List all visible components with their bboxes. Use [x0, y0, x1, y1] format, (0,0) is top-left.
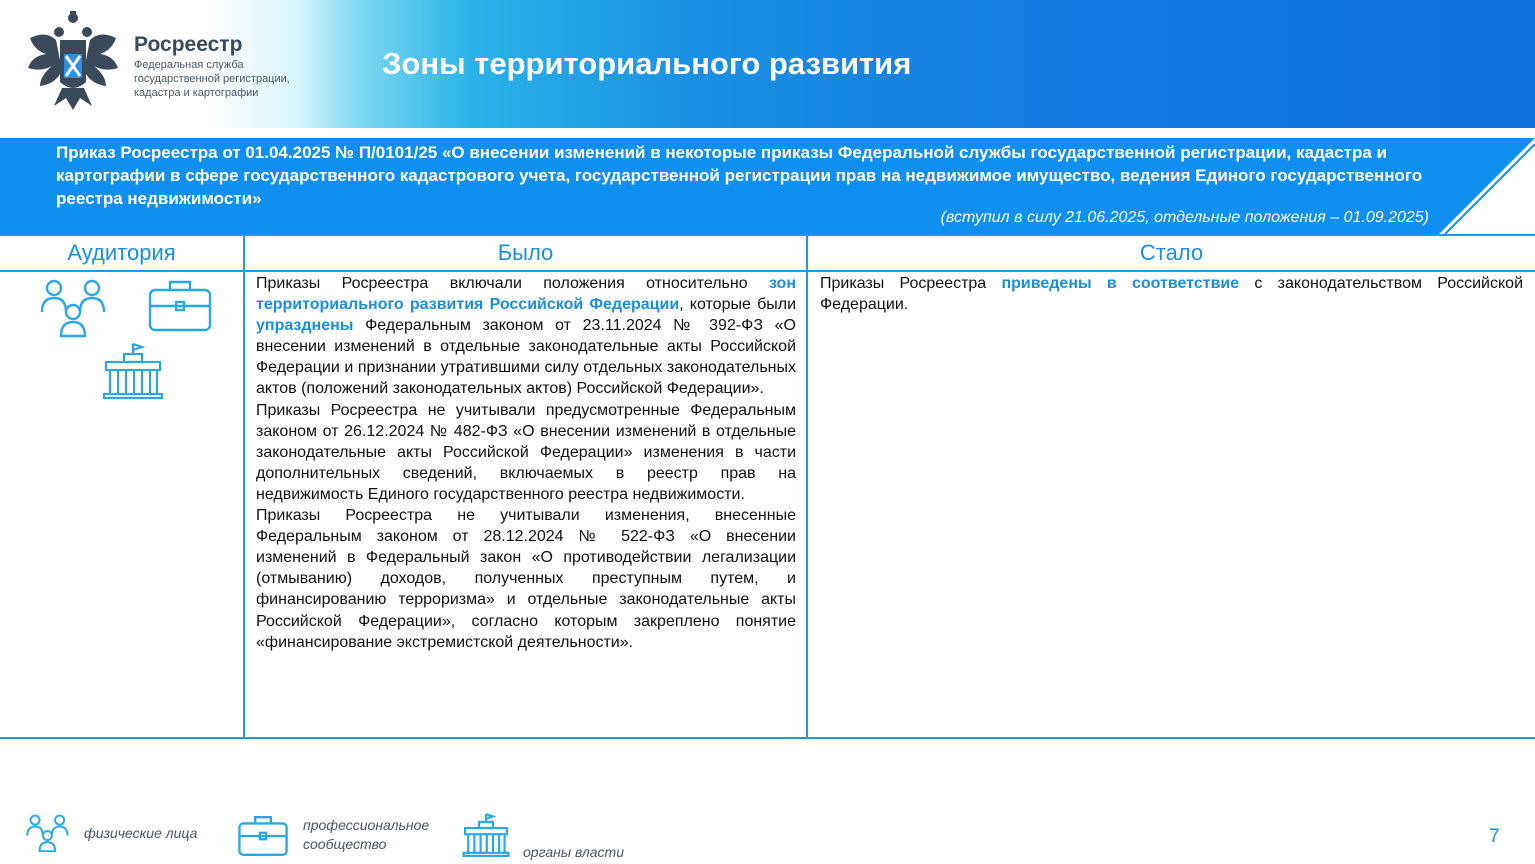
order-banner	[0, 138, 1535, 234]
was-paragraph	[256, 273, 796, 400]
people-icon	[40, 278, 108, 344]
became-highlight: приведены в соответствие	[1001, 275, 1240, 292]
was-text: , которые были	[679, 296, 797, 314]
brand-name: Росреестр	[134, 33, 243, 56]
briefcase-icon	[237, 814, 289, 858]
legend-label-authorities: органы власти	[523, 844, 624, 860]
was-cell	[256, 273, 796, 653]
became-text: Приказы Росреестра	[820, 275, 1002, 292]
was-text: Приказы Росреестра включали положения относительно	[256, 275, 769, 292]
legend-label-line: сообщество	[303, 836, 387, 852]
government-building-icon	[462, 812, 510, 858]
order-title: Приказ Росреестра от 01.04.2025 № П/0101/25 «О внесении изменений в некоторые приказы Федеральной службы государственной регистрации, кадастра и картографии в сфере государственного кадастрового учета, государственной регистрации прав на недвижимое имущество, ведения Единого государственного реестра недвижимости»	[56, 143, 1423, 208]
became-cell	[820, 273, 1523, 315]
brand-subtitle	[134, 58, 324, 100]
table-column-divider	[806, 234, 808, 739]
legend-label-line: профессиональное	[303, 817, 430, 833]
brand-subtitle-line: кадастра и картографии	[134, 87, 259, 99]
became-text: с законодательством Российской Федерации.	[820, 275, 1524, 314]
double-headed-eagle-emblem-icon	[26, 10, 120, 114]
was-highlight: зон территориального развития Российской Федерации	[256, 275, 796, 314]
header	[0, 0, 1535, 128]
legend-label-professional	[303, 816, 429, 854]
column-header-became: Стало	[1139, 240, 1204, 265]
comparison-table	[0, 234, 1535, 739]
legend-label-people: физические лица	[84, 825, 198, 841]
banner-corner-decoration	[1439, 138, 1535, 234]
column-header-audience: Аудитория	[67, 240, 176, 265]
people-icon	[26, 812, 70, 858]
effective-date-note: (вступил в силу 21.06.2025, отдельные положения – 01.09.2025)	[940, 209, 1429, 226]
was-paragraph: Приказы Росреестра не учитывали изменения, внесенные Федеральным законом от 28.12.2024 № 522-ФЗ «О внесении изменений в Федеральный закон «О противодействии легализации (отмыванию) доходов, полученных преступным путем, и финансированию терроризма» и отдельные законодательные акты Российской Федерации», согласно которым закреплено понятие «финансирование экстремистской деятельности».	[256, 507, 796, 651]
was-paragraph: Приказы Росреестра не учитывали предусмотренные Федеральным законом от 26.12.2024 № 482-ФЗ «О внесении изменений в отдельные законодательные акты Российской Федерации» изменения в части дополнительных сведений, включаемых в реестр прав на недвижимость Единого государственного реестра недвижимости.	[256, 401, 796, 503]
table-column-divider	[243, 234, 245, 739]
government-building-icon	[102, 342, 164, 400]
slide-title: Зоны территориального развития	[382, 46, 912, 81]
page-number: 7	[1489, 826, 1500, 847]
brand-subtitle-line: государственной регистрации,	[134, 73, 290, 85]
was-text: Федеральным законом от 23.11.2024 № 392-ФЗ «О внесении изменений в отдельные законодательные акты Российской Федерации и признании утратившими силу отдельных законодательных актов (положений законодательных актов) Российской Федерации».	[256, 317, 796, 398]
brand-subtitle-line: Федеральная служба	[134, 59, 244, 71]
table-bottom-rule	[0, 737, 1535, 739]
was-highlight: упразднены	[256, 317, 354, 335]
briefcase-icon	[148, 278, 212, 334]
column-header-was: Было	[497, 240, 554, 265]
